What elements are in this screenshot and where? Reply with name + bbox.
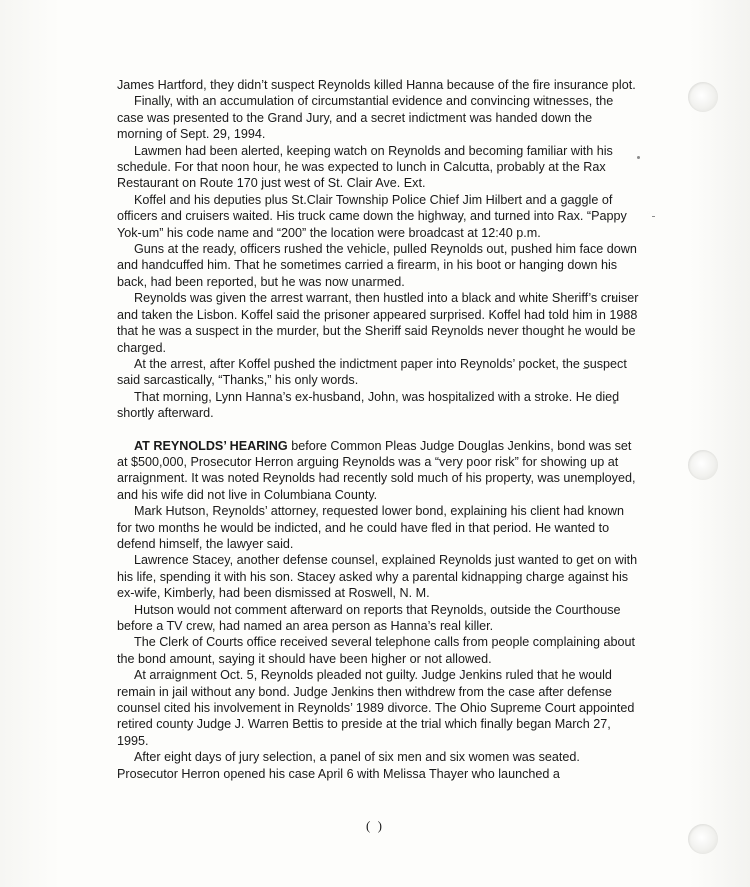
paragraph: At the arrest, after Koffel pushed the indictment paper into Reynolds’ pocket, the suspect said sarcastically, “Thanks,” his only words. — [117, 356, 627, 388]
paragraph: Koffel and his deputies plus St.Clair Township Police Chief Jim Hilbert and a gaggle of officers and cruisers waited. His truck came down the highway, and turned into Rax. “Pappy Yok-um” his code name and “200” the location were broadcast at 12:40 p.m. — [117, 192, 627, 240]
scan-speck — [652, 216, 655, 217]
section-lead-in: AT REYNOLDS’ HEARING — [134, 438, 288, 453]
paragraph: At arraignment Oct. 5, Reynolds pleaded not guilty. Judge Jenkins ruled that he would remain in jail without any bond. Judge Jenkins then withdrew from the case after defense counsel cited his involvement in Reynolds’ 1989 divorce. The Ohio Supreme Court appointed retired county Judge J. Warren Bettis to preside at the trial which finally began March 27, 1995. — [117, 668, 635, 748]
paragraph: Reynolds was given the arrest warrant, then hustled into a black and white Sheriff’s cruiser and taken the Lisbon. Koffel said the prisoner appeared surprised. Koffel had told him in 1988 that he was a suspect in the murder, but the Sheriff said Reynolds never thought he would be charged. — [117, 291, 639, 355]
paragraph: Hutson would not comment afterward on reports that Reynolds, outside the Courthouse before a TV crew, had named an area person as Hanna’s real killer. — [117, 602, 621, 633]
paragraph: The Clerk of Courts office received several telephone calls from people complaining about the bond amount, saying it should have been higher or not allowed. — [117, 635, 635, 666]
punch-hole-middle — [688, 450, 718, 480]
page-number: ( ) — [366, 818, 384, 833]
paragraph — [117, 438, 639, 504]
paragraph: Lawmen had been alerted, keeping watch on Reynolds and becoming familiar with his schedule. For that noon hour, he was expected to lunch in Calcutta, probably at the Rax Restaurant on Route 170 just west of St. Clair Ave. Ext. — [117, 143, 613, 191]
section-break — [117, 422, 639, 438]
punch-hole-top — [688, 82, 718, 112]
paragraph: That morning, Lynn Hanna’s ex-husband, John, was hospitalized with a stroke. He died shortly afterward. — [117, 389, 620, 421]
paragraph: James Hartford, they didn’t suspect Reynolds killed Hanna because of the fire insurance plot. — [117, 78, 636, 92]
paragraph: Lawrence Stacey, another defense counsel, explained Reynolds just wanted to get on with his life, spending it with his son. Stacey asked why a parental kidnapping charge against his ex-wife, Kimberly, had been dismissed at Roswell, N. M. — [117, 553, 638, 601]
paragraph-text: before Common Pleas Judge Douglas Jenkins, bond was set at $500,000, Prosecutor Herron arguing Reynolds was a “very poor risk” for showing up at arraignment. It was noted Reynolds had recently sold much of his property, was unemployed, and his wife did not live in Columbiana County. — [117, 438, 636, 502]
paragraph: Finally, with an accumulation of circumstantial evidence and convincing witnesses, the case was presented to the Grand Jury, and a secret indictment was handed down the morning of Sept. 29, 1994. — [117, 94, 614, 142]
paragraph: Guns at the ready, officers rushed the vehicle, pulled Reynolds out, pushed him face down and handcuffed him. That he sometimes carried a firearm, in his boot or hanging down his back, had been reported, but he was now unarmed. — [117, 242, 637, 289]
article-body — [117, 77, 639, 782]
paragraph: After eight days of jury selection, a panel of six men and six women was seated. Prosecutor Herron opened his case April 6 with Melissa Thayer who launched a — [117, 750, 580, 781]
paragraph: Mark Hutson, Reynolds’ attorney, requested lower bond, explaining his client had known for two months he would be indicted, and he could have fled in that period. He wanted to defend himself, the lawyer said. — [117, 504, 625, 551]
